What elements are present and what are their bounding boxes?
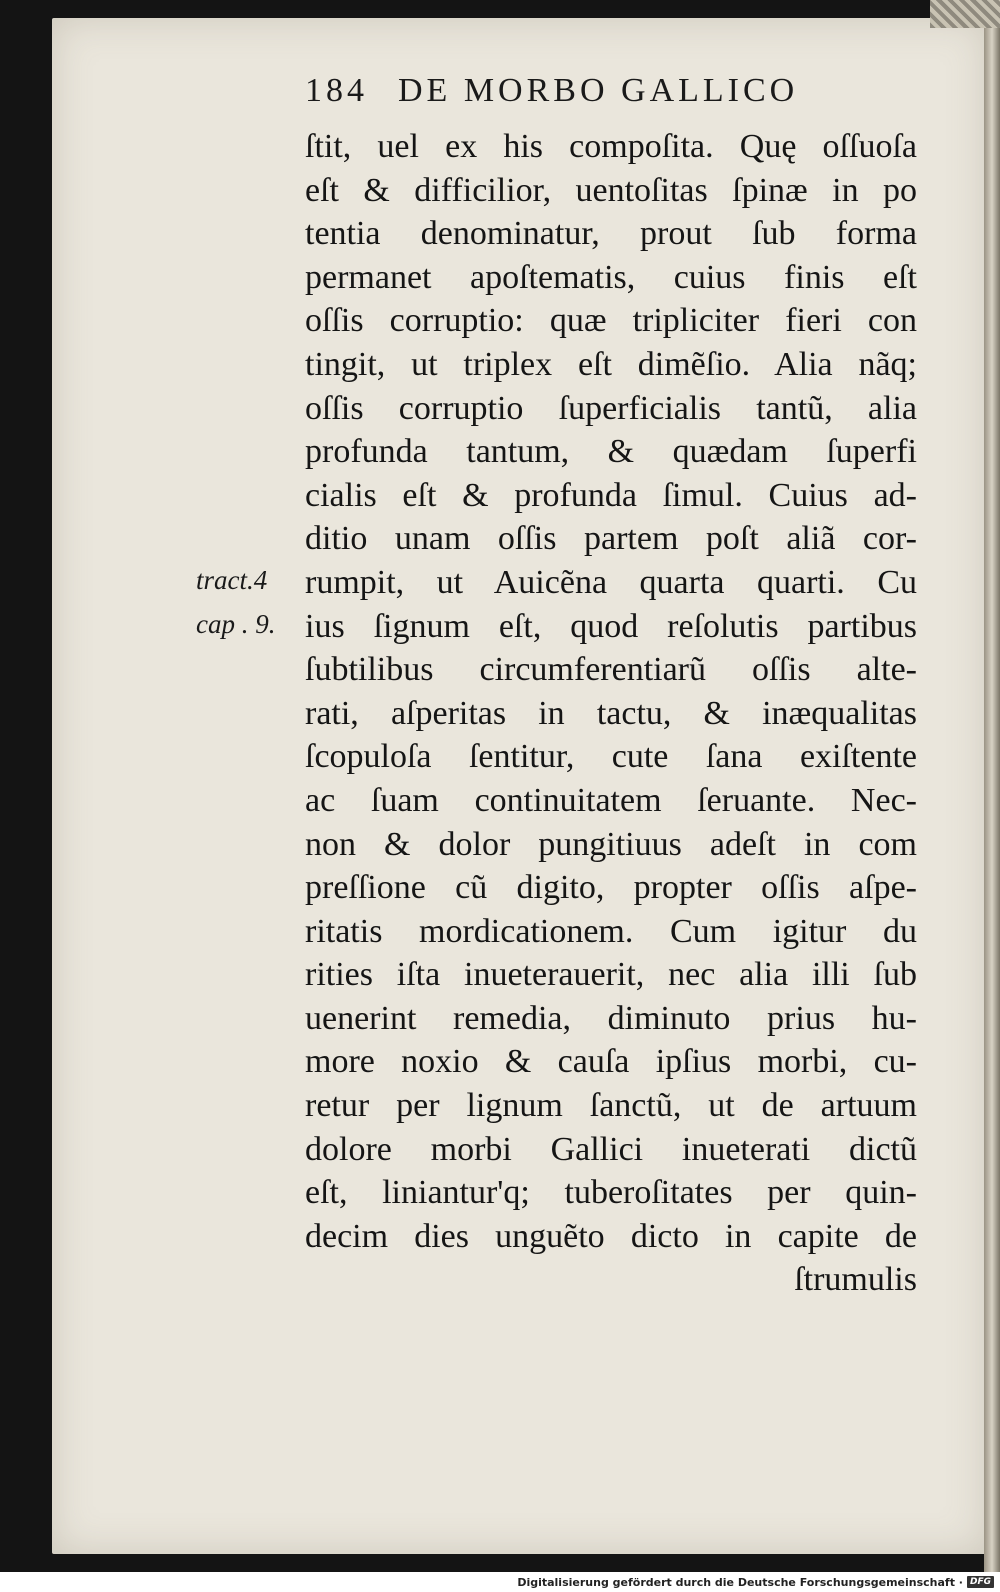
text-line: eſt, liniantur'q; tuberoſitates per quin-: [305, 1174, 917, 1212]
page-number: 184: [305, 72, 368, 109]
text-line: permanet apoſtematis, cuius finis eſt: [305, 258, 917, 296]
text-line: non & dolor pungitiuus adeſt in com: [305, 825, 917, 863]
text-line: rumpit, ut Auicẽna quarta quarti. Cu: [305, 563, 917, 601]
text-line: decim dies unguẽto dicto in capite de: [305, 1217, 917, 1255]
footer-bar: [0, 1572, 1000, 1592]
text-line: tentia denominatur, prout ſub forma: [305, 215, 917, 253]
text-line: profunda tantum, & quædam ſuperfi: [305, 433, 917, 471]
text-line: preſſione cũ digito, propter oſſis aſpe-: [305, 869, 917, 907]
text-line: uenerint remedia, diminuto prius hu-: [305, 999, 917, 1037]
text-line: rati, aſperitas in tactu, & inæqualitas: [305, 694, 917, 732]
text-line: ius ſignum eſt, quod reſolutis partibus: [305, 607, 917, 645]
page-edge: [984, 0, 1000, 1572]
page-header: [305, 72, 865, 110]
text-line: cialis eſt & profunda ſimul. Cuius ad-: [305, 476, 917, 514]
text-line: ſtit, uel ex his compoſita. Quę oſſuoſa: [305, 128, 917, 165]
text-line: ſtrumulis: [794, 1261, 917, 1299]
binding-corner: [930, 0, 1000, 28]
text-line: oſſis corruptio: quæ tripliciter fieri con: [305, 302, 917, 340]
marginal-note-cap: cap . 9.: [196, 609, 276, 639]
footer-credit: Digitalisierung gefördert durch die Deutsche Forschungsgemeinschaft ·: [517, 1575, 963, 1589]
text-line: rities iſta inueterauerit, nec alia illi ſub: [305, 956, 917, 994]
text-line: ſubtilibus circumferentiarũ oſſis alte-: [305, 651, 917, 689]
text-line: eſt & difficilior, uentoſitas ſpinæ in po: [305, 171, 917, 209]
text-line: oſſis corruptio ſuperficialis tantũ, alia: [305, 389, 917, 427]
text-line: dolore morbi Gallici inueterati dictũ: [305, 1130, 917, 1168]
text-line: more noxio & cauſa ipſius morbi, cu-: [305, 1043, 917, 1081]
text-line: ac ſuam continuitatem ſeruante. Nec-: [305, 781, 917, 819]
text-line: ſcopuloſa ſentitur, cute ſana exiſtente: [305, 738, 917, 776]
text-line: ritatis mordicationem. Cum igitur du: [305, 912, 917, 950]
marginal-note-tract: tract.4: [196, 565, 268, 595]
text-line: ditio unam oſſis partem poſt aliã cor-: [305, 520, 917, 558]
text-line: tingit, ut triplex eſt dimẽſio. Alia nãq;: [305, 345, 917, 383]
text-line: retur per lignum ſanctũ, ut de artuum: [305, 1087, 917, 1125]
main-text-block: [305, 125, 917, 1302]
running-title: DE MORBO GALLICO: [398, 72, 799, 109]
dfg-logo: DFG: [967, 1576, 994, 1588]
